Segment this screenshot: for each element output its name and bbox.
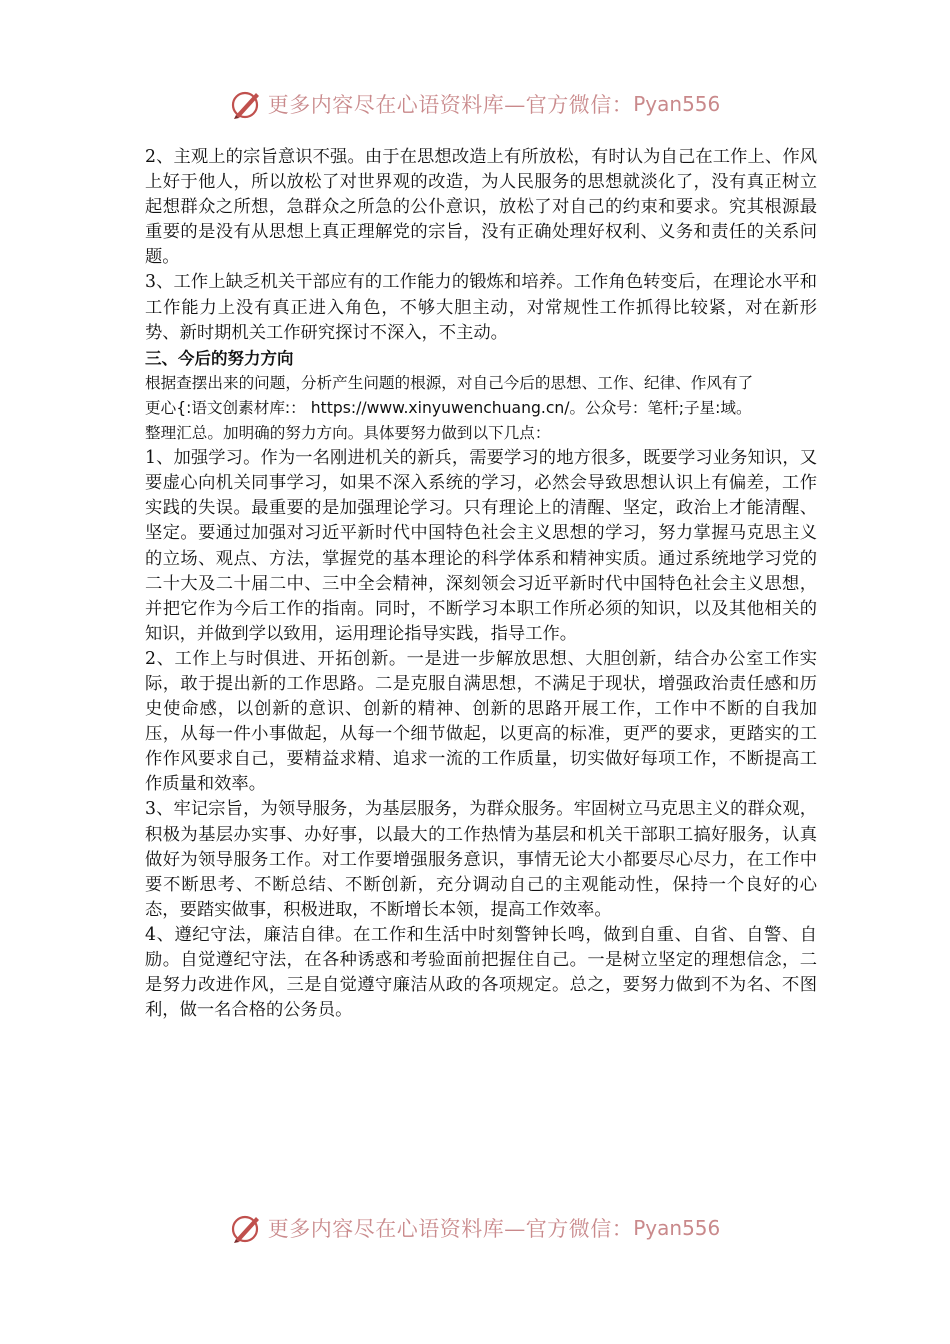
list-item: 1、加强学习。作为一名刚进机关的新兵，需要学习的地方很多，既要学习业务知识，又要虚心向机关同事学习，如果不深入系统的学习，必然会导致思想认识上有偏差，工作实践的失误。最重要的是加强理论学习。只有理论上的清醒、坚定，政治上才能清醒、坚定。要通过加强对习近平新时代中国特色社会主义思想的学习，努力掌握马克思主义的立场、观点、方法，掌握党的基本理论的科学体系和精神实质。通过系统地学习党的二十大及二十届二中、三中全会精神，深刻领会习近平新时代中国特色社会主义思想，并把它作为今后工作的指南。同时，不断学习本职工作所必须的知识，以及其他相关的知识，并做到学以致用，运用理论指导实践，指导工作。 — [145, 448, 817, 644]
intro-line-source: 更心{:语文创素材库:： https://www.xinyuwenchuang.cn/。公众号：笔杆;子星:域。 — [145, 398, 752, 417]
pen-logo-icon — [230, 1211, 264, 1245]
list-item: 4、遵纪守法，廉洁自律。在工作和生活中时刻警钟长鸣，做到自重、自省、自警、自励。自觉遵纪守法，在各种诱惑和考验面前把握住自己。一是树立坚定的理想信念，二是努力改进作风，三是自觉遵守廉洁从政的各项规定。总之，要努力做到不为名、不图利，做一名合格的公务员。 — [145, 924, 817, 1021]
list-item: 3、牢记宗旨，为领导服务，为基层服务，为群众服务。牢固树立马克思主义的群众观，积极为基层办实事、办好事，以最大的工作热情为基层和机关干部职工搞好服务，认真做好为领导服务工作。对工作要增强服务意识，事情无论大小都要尽心尽力，在工作中要不断思考、不断总结、不断创新，充分调动自己的主观能动性，保持一个良好的心态，要踏实做事，积极进取，不断增长本领，提高工作效率。 — [145, 799, 817, 920]
paragraph: 2、主观上的宗旨意识不强。由于在思想改造上有所放松，有时认为自己在工作上、作风上好于他人，所以放松了对世界观的改造，为人民服务的思想就淡化了，没有真正树立起想群众之所想，急群众之所急的公仆意识，放松了对自己的约束和要求。究其根源最重要的是没有从思想上真正理解党的宗旨，没有正确处理好权利、义务和责任的关系问题。 — [145, 147, 817, 268]
footer-banner-id: Pyan556 — [633, 1216, 721, 1240]
intro-line: 整理汇总。加明确的努力方向。具体要努力做到以下几点： — [145, 424, 551, 443]
document-body — [145, 145, 817, 1023]
paragraph: 3、工作上缺乏机关干部应有的工作能力的锻炼和培养。工作角色转变后，在理论水平和工作能力上没有真正进入角色，不够大胆主动，对常规性工作抓得比较紧，对在新形势、新时期机关工作研究探讨不深入，不主动。 — [145, 272, 817, 343]
footer-watermark-banner — [0, 1208, 950, 1248]
header-banner-text: 更多内容尽在心语资料库—官方微信： — [267, 93, 634, 117]
footer-banner-text: 更多内容尽在心语资料库—官方微信： — [267, 1217, 634, 1241]
header-watermark-banner — [0, 84, 950, 124]
pen-logo-icon — [230, 87, 264, 121]
section-heading: 三、今后的努力方向 — [145, 348, 294, 368]
intro-line: 根据查摆出来的问题，分析产生问题的根源，对自己今后的思想、工作、纪律、作风有了 — [145, 373, 754, 392]
list-item: 2、工作上与时俱进、开拓创新。一是进一步解放思想、大胆创新，结合办公室工作实际，敢于提出新的工作思路。二是克服自满思想，不满足于现状，增强政治责任感和历史使命感，以创新的意识、创新的精神、创新的思路开展工作，工作中不断的自我加压，从每一件小事做起，从每一个细节做起，以更高的标准，更严的要求，更踏实的工作作风要求自己，要精益求精、追求一流的工作质量，切实做好每项工作，不断提高工作质量和效率。 — [145, 648, 817, 795]
header-banner-id: Pyan556 — [633, 92, 721, 116]
